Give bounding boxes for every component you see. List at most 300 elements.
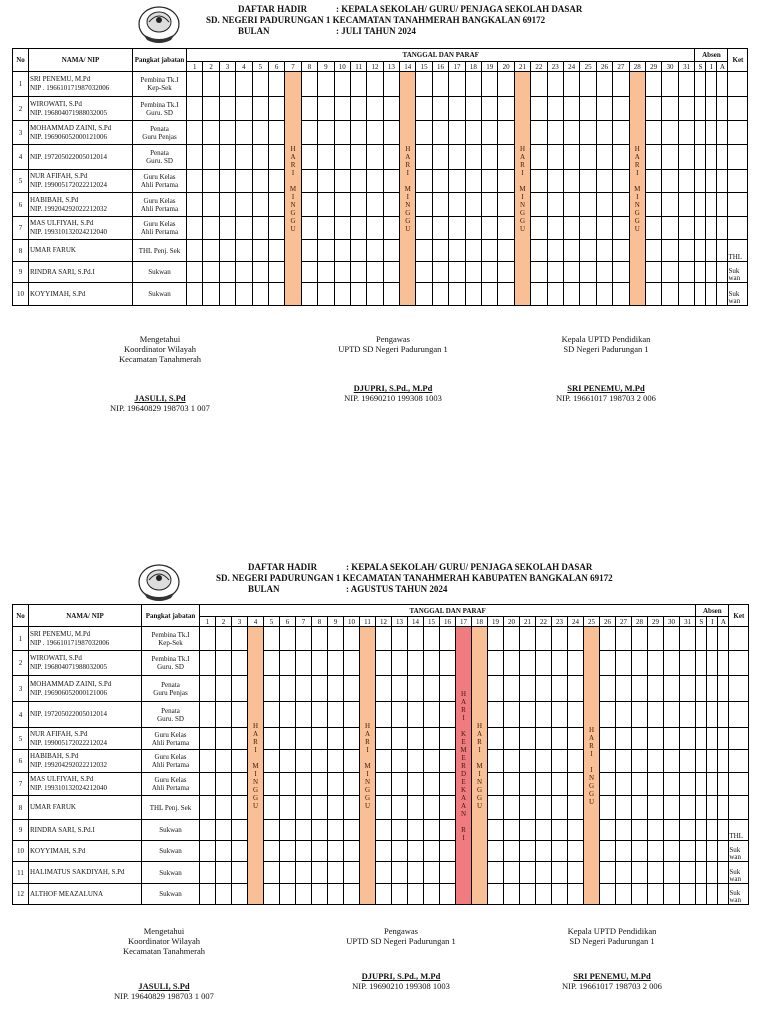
absen-s-cell: [695, 145, 706, 170]
absen-a-cell: [718, 884, 729, 905]
signature-cell: [264, 627, 280, 651]
position-line: Guru Kelas: [154, 730, 187, 739]
day-number-header: 20: [504, 617, 520, 627]
row-name-nip: [29, 170, 133, 193]
signature-cell: [187, 170, 203, 193]
signature-cell: [563, 170, 579, 193]
signature-cell: [301, 240, 317, 262]
signature-cell: [280, 841, 296, 862]
row-number: 5: [13, 728, 29, 750]
signature-cell: [678, 97, 695, 121]
signature-cell: [268, 262, 284, 283]
signature-cell: [416, 170, 432, 193]
signature-cell: [536, 728, 552, 750]
position-line: Guru Kelas: [143, 220, 176, 228]
signature-cell: [440, 651, 456, 676]
employee-name: UMAR FARUK: [30, 246, 76, 254]
signature-cell: [296, 884, 312, 905]
signature-cell: [536, 627, 552, 651]
day-number-header: 22: [531, 62, 547, 72]
employee-position: [133, 170, 187, 193]
signature-cell: [408, 841, 424, 862]
position-line: Sukwan: [159, 847, 182, 855]
row-number: 8: [13, 796, 29, 820]
signature-cell: [531, 97, 547, 121]
signature-cell: [568, 651, 584, 676]
signature-cell: [296, 796, 312, 820]
employee-name: UMAR FARUK: [30, 803, 76, 811]
row-number: 6: [13, 750, 29, 773]
header-absen-s: S: [695, 62, 706, 72]
day-number-header: 17: [449, 62, 465, 72]
signature-cell: [264, 862, 280, 884]
signature-cell: [424, 841, 440, 862]
signature-cell: [662, 240, 678, 262]
position-line: Penata: [150, 124, 169, 133]
signature-cell: [344, 820, 360, 841]
signature-cell: [268, 97, 284, 121]
absen-a-cell: [717, 121, 728, 145]
signature-cell: [187, 145, 203, 170]
signature-cell: [482, 145, 498, 170]
signature-cell: [296, 627, 312, 651]
signature-cell: [236, 283, 252, 306]
signature-cell: [424, 750, 440, 773]
row-ket: [729, 796, 749, 820]
absen-i-cell: [707, 773, 718, 796]
signature-cell: [236, 145, 252, 170]
signature-cell: [504, 884, 520, 905]
signature-cell: [552, 820, 568, 841]
signature-cell: [203, 72, 219, 97]
signature-cell: [596, 145, 612, 170]
signature-cell: [440, 627, 456, 651]
signature-cell: [200, 728, 216, 750]
signature-cell: [232, 627, 248, 651]
signature-cell: [318, 262, 334, 283]
row-ket: [729, 676, 749, 702]
signature-cell: [334, 193, 350, 217]
signature-cell: [552, 676, 568, 702]
holiday-band-day-21: [514, 72, 530, 306]
signature-cell: [408, 773, 424, 796]
signature-cell: [252, 145, 268, 170]
absen-i-cell: [707, 651, 718, 676]
signature-cell: [312, 627, 328, 651]
day-number-header: 25: [580, 62, 596, 72]
signature-cell: [392, 750, 408, 773]
signature-cell: [392, 841, 408, 862]
signature-cell: [424, 773, 440, 796]
signature-cell: [498, 170, 514, 193]
signature-cell: [680, 796, 696, 820]
signature-cell: [328, 773, 344, 796]
sig-nip: NIP. 19690210 199308 1003: [344, 393, 442, 403]
signature-cell: [187, 97, 203, 121]
signature-cell: [662, 121, 678, 145]
signature-cell: [264, 820, 280, 841]
signature-cell: [328, 862, 344, 884]
signature-cell: [264, 750, 280, 773]
signature-cell: [664, 820, 680, 841]
absen-a-cell: [718, 862, 729, 884]
signature-cell: [520, 884, 536, 905]
row-number: 3: [13, 676, 29, 702]
signature-cell: [219, 283, 235, 306]
holiday-band-day-25: [584, 627, 600, 905]
signature-cell: [367, 170, 383, 193]
row-name-nip: [29, 262, 133, 283]
signature-cell: [268, 283, 284, 306]
signature-cell: [664, 773, 680, 796]
day-number-header: 26: [596, 62, 612, 72]
signature-cell: [376, 676, 392, 702]
employee-nip: NIP. 199204292022212032: [30, 204, 108, 213]
signature-cell: [600, 728, 616, 750]
employee-position: [142, 796, 200, 820]
signature-cell: [392, 728, 408, 750]
signature-cell: [531, 121, 547, 145]
signature-cell: [504, 676, 520, 702]
signature-cell: [520, 627, 536, 651]
signature-cell: [264, 884, 280, 905]
day-number-header: 10: [334, 62, 350, 72]
signature-cell: [312, 796, 328, 820]
employee-name: MOHAMMAD ZAINI, S.Pd: [30, 123, 112, 132]
signature-cell: [392, 796, 408, 820]
signature-cell: [563, 145, 579, 170]
signature-cell: [392, 820, 408, 841]
signature-cell: [440, 841, 456, 862]
signature-cell: [680, 750, 696, 773]
row-name-nip: [29, 145, 133, 170]
signature-cell: [498, 240, 514, 262]
sig-name: JASULI, S.Pd: [138, 981, 190, 991]
attendance-table: [12, 604, 749, 905]
row-ket: Suk wan: [729, 841, 749, 862]
signature-cell: [344, 627, 360, 651]
row-number: 12: [13, 884, 29, 905]
signature-cell: [482, 72, 498, 97]
signature-cell: [504, 862, 520, 884]
absen-i-cell: [707, 627, 718, 651]
school-emblem-logo: [135, 562, 183, 602]
signature-cell: [252, 262, 268, 283]
absen-i-cell: [707, 820, 718, 841]
absen-a-cell: [718, 728, 729, 750]
row-name-nip: [29, 627, 142, 651]
signature-cell: [504, 651, 520, 676]
signature-cell: [520, 862, 536, 884]
position-line: Ahli Pertama: [140, 204, 179, 213]
signature-cell: [662, 217, 678, 240]
table-row: [13, 884, 749, 905]
absen-s-cell: [695, 72, 706, 97]
row-number: 2: [13, 651, 29, 676]
signature-cell: [613, 145, 629, 170]
employee-position: [133, 262, 187, 283]
signature-cell: [318, 193, 334, 217]
absen-i-cell: [706, 170, 717, 193]
row-number: 10: [13, 283, 29, 306]
signature-cell: [632, 627, 648, 651]
signature-cell: [616, 728, 632, 750]
signature-cell: [328, 750, 344, 773]
absen-i-cell: [706, 217, 717, 240]
signature-cell: [632, 773, 648, 796]
signature-cell: [568, 627, 584, 651]
signature-cell: [200, 773, 216, 796]
signature-cell: [264, 676, 280, 702]
absen-s-cell: [695, 240, 706, 262]
employee-position: [133, 145, 187, 170]
day-number-header: 6: [280, 617, 296, 627]
signature-cell: [613, 97, 629, 121]
absen-i-cell: [706, 193, 717, 217]
day-number-header: 9: [318, 62, 334, 72]
signature-cell: [648, 862, 664, 884]
employee-position: [142, 627, 200, 651]
signature-cell: [552, 702, 568, 728]
employee-position: [142, 841, 200, 862]
row-name-nip: [29, 121, 133, 145]
signature-cell: [648, 627, 664, 651]
day-number-header: 1: [187, 62, 203, 72]
day-number-header: 4: [236, 62, 252, 72]
day-number-header: 8: [301, 62, 317, 72]
position-line: Guru Penjas: [153, 688, 188, 697]
signature-cell: [613, 193, 629, 217]
signature-cell: [203, 97, 219, 121]
signature-cell: [552, 728, 568, 750]
signature-cell: [232, 702, 248, 728]
position-line: Kep-Sek: [158, 638, 183, 647]
employee-nip: NIP . 196610171987032006: [30, 84, 110, 92]
table-row: [13, 773, 749, 796]
absen-i-cell: [706, 145, 717, 170]
signature-cell: [465, 170, 481, 193]
signature-cell: [187, 262, 203, 283]
row-ket: [728, 145, 748, 170]
signature-cell: [632, 820, 648, 841]
signature-cell: [531, 262, 547, 283]
signature-cell: [600, 702, 616, 728]
signature-cell: [568, 796, 584, 820]
position-line: Sukwan: [148, 268, 171, 276]
absen-i-cell: [707, 884, 718, 905]
row-number: 5: [13, 170, 29, 193]
sig-line-2: Pengawas: [376, 334, 410, 344]
table-row: [13, 728, 749, 750]
signature-cell: [648, 750, 664, 773]
holiday-label: H A R I M I N G G U: [634, 144, 641, 233]
holiday-band-day-28: [629, 72, 645, 306]
signature-cell: [219, 262, 235, 283]
day-number-header: 2: [203, 62, 219, 72]
signature-cell: [552, 862, 568, 884]
signature-cell: [200, 884, 216, 905]
signature-cell: [482, 121, 498, 145]
position-line: Sukwan: [159, 890, 182, 898]
signature-cell: [408, 862, 424, 884]
row-name-nip: [29, 240, 133, 262]
signature-cell: [568, 820, 584, 841]
signature-cell: [344, 884, 360, 905]
row-number: 10: [13, 841, 29, 862]
signature-cell: [328, 728, 344, 750]
signature-cell: [547, 283, 563, 306]
employee-name: HALIMATUS SAKDIYAH, S.Pd: [30, 868, 125, 876]
row-number: 1: [13, 627, 29, 651]
employee-name: MAS ULFIYAH, S.Pd: [30, 219, 94, 227]
position-line: Ahli Pertama: [151, 738, 190, 747]
day-number-header: 12: [367, 62, 383, 72]
signature-cell: [504, 820, 520, 841]
signature-cell: [520, 702, 536, 728]
position-line: Guru Kelas: [143, 196, 176, 205]
signature-cell: [449, 283, 465, 306]
signature-cell: [645, 262, 661, 283]
signature-cell: [616, 702, 632, 728]
signature-cell: [680, 862, 696, 884]
sig-name: DJUPRI, S.Pd., M.Pd: [361, 971, 441, 981]
day-number-header: 7: [285, 62, 301, 72]
day-number-header: 15: [416, 62, 432, 72]
table-row: [13, 651, 749, 676]
signature-cell: [580, 193, 596, 217]
signature-cell: [680, 728, 696, 750]
signature-cell: [678, 121, 695, 145]
signature-cell: [376, 796, 392, 820]
signature-cell: [350, 72, 366, 97]
signature-cell: [520, 728, 536, 750]
signature-cell: [376, 884, 392, 905]
signature-cell: [416, 72, 432, 97]
day-number-header: 31: [680, 617, 696, 627]
signature-cell: [440, 796, 456, 820]
signature-cell: [367, 217, 383, 240]
signature-cell: [482, 170, 498, 193]
signature-cell: [392, 676, 408, 702]
absen-i-cell: [706, 72, 717, 97]
signature-cell: [662, 262, 678, 283]
signature-cell: [408, 728, 424, 750]
day-number-header: 6: [268, 62, 284, 72]
signature-cell: [252, 217, 268, 240]
signature-cell: [232, 728, 248, 750]
row-ket: [728, 121, 748, 145]
signature-cell: [344, 676, 360, 702]
signature-cell: [367, 240, 383, 262]
signature-cell: [504, 702, 520, 728]
absen-a-cell: [717, 145, 728, 170]
signature-cell: [296, 676, 312, 702]
signature-cell: [252, 193, 268, 217]
signature-cell: [648, 728, 664, 750]
signature-cell: [301, 283, 317, 306]
signature-cell: [520, 750, 536, 773]
day-number-header: 3: [232, 617, 248, 627]
row-ket: [729, 773, 749, 796]
employee-position: [142, 728, 200, 750]
signature-cell: [252, 97, 268, 121]
signature-cell: [318, 170, 334, 193]
position-line: Ahli Pertama: [151, 784, 190, 792]
employee-name: MAS ULFIYAH, S.Pd: [30, 775, 94, 783]
signature-cell: [504, 796, 520, 820]
signature-cell: [376, 773, 392, 796]
signature-cell: [344, 750, 360, 773]
employee-name: MOHAMMAD ZAINI, S.Pd: [30, 679, 112, 688]
signature-cell: [449, 170, 465, 193]
month-value: : AGUSTUS TAHUN 2024: [346, 584, 448, 594]
signature-cell: [312, 773, 328, 796]
signature-cell: [328, 702, 344, 728]
signature-cell: [520, 796, 536, 820]
signature-cell: [312, 841, 328, 862]
signature-cell: [219, 121, 235, 145]
signature-cell: [465, 262, 481, 283]
signature-cell: [216, 651, 232, 676]
signature-cell: [424, 728, 440, 750]
signature-cell: [613, 240, 629, 262]
signature-cell: [280, 862, 296, 884]
table-row: [13, 750, 749, 773]
signature-cell: [280, 627, 296, 651]
sig-line-3: SD Negeri Padurungan 1: [569, 936, 655, 946]
signature-cell: [200, 651, 216, 676]
absen-a-cell: [718, 796, 729, 820]
employee-position: [142, 651, 200, 676]
row-ket: Suk wan: [729, 884, 749, 905]
signature-cell: [264, 841, 280, 862]
signature-cell: [216, 750, 232, 773]
signature-cell: [232, 676, 248, 702]
employee-nip: NIP. 196906052000121006: [30, 688, 108, 697]
signature-cell: [328, 651, 344, 676]
row-number: 4: [13, 702, 29, 728]
signature-cell: [596, 97, 612, 121]
signature-cell: [236, 240, 252, 262]
signature-cell: [465, 145, 481, 170]
absen-a-cell: [718, 627, 729, 651]
day-number-header: 27: [613, 62, 629, 72]
signature-cell: [334, 72, 350, 97]
sig-name: DJUPRI, S.Pd., M.Pd: [353, 383, 433, 393]
header-no: No: [13, 49, 29, 72]
signature-cell: [547, 121, 563, 145]
day-number-header: 18: [465, 62, 481, 72]
row-ket: [729, 728, 749, 750]
employee-nip: NIP. 199310132024212040: [30, 784, 108, 792]
signature-cell: [301, 262, 317, 283]
position-line: Sukwan: [159, 868, 182, 877]
signature-cell: [580, 170, 596, 193]
day-number-header: 21: [514, 62, 530, 72]
signature-cell: [383, 240, 399, 262]
row-ket: [728, 72, 748, 97]
signature-cell: [678, 217, 695, 240]
holiday-label: H A R I M I N G G U: [252, 721, 259, 810]
day-number-header: 22: [536, 617, 552, 627]
signature-cell: [424, 627, 440, 651]
header-no: No: [13, 605, 29, 627]
signature-cell: [632, 702, 648, 728]
signature-cell: [376, 627, 392, 651]
position-line: Kep-Sek: [147, 84, 172, 92]
signature-cell: [280, 884, 296, 905]
signature-cell: [600, 773, 616, 796]
